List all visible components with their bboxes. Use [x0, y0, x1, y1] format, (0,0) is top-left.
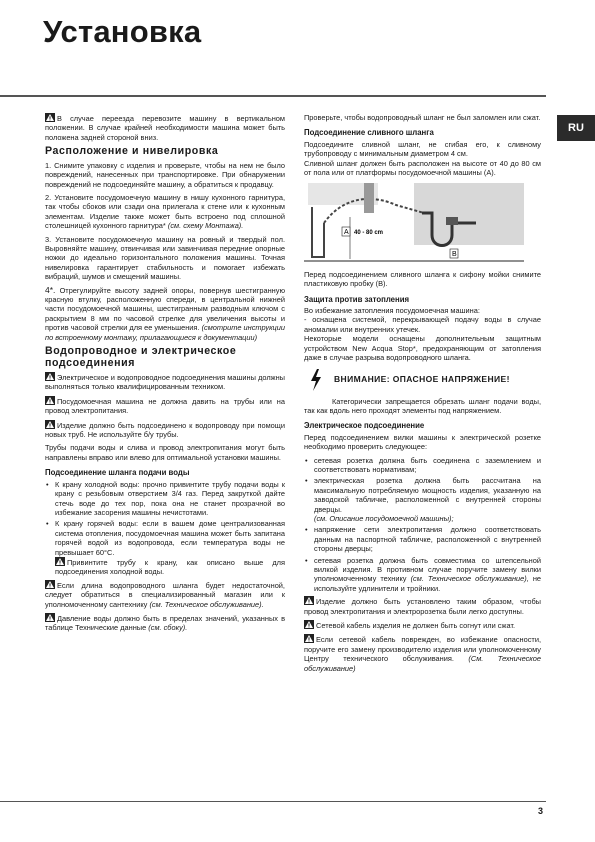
warning-triangle-icon: [55, 557, 65, 566]
heading-flood: Защита против затопления: [304, 294, 410, 304]
warning-triangle-icon: [45, 372, 55, 381]
list-item: • К крану холодной воды: прочно привинтите трубу подачи воды к крану с резьбовым отверстием 3/4 газ. Перед закруткой дайте стечь воде до тех пор, пока она не станет прозрачной во избежание засорения машины нечистотами.: [55, 480, 285, 518]
warning-triangle-icon: [304, 620, 314, 629]
label-b: B: [452, 251, 457, 259]
warning-3: Изделие должно быть подсоединено к водопроводу при помощи новых труб. Не используйте б/у трубы.: [45, 420, 285, 440]
list-item: • напряжение сети электропитания должно соответствовать данным на паспортной табличке, расположенной с внутренней стороны дверцы;: [314, 525, 541, 553]
siphon-paragraph: Перед подсоединением сливного шланга к сифону мойки снимите пластиковую пробку (В).: [304, 269, 541, 289]
list-item: • К крану горячей воды: если в вашем доме централизованная система отопления, посудомоечная машина может быть запитана горячей водой из водопровода, если температура воды не превышает 60°С. Привинтите трубу к крану, как описано выше для подсоединения холодной воды.: [55, 519, 285, 576]
warning-triangle-icon: [304, 634, 314, 643]
flood-paragraph-1: Во избежание затопления посудомоечная машина:: [304, 306, 480, 316]
warning-8: Если сетевой кабель поврежден, во избежание опасности, поручите его замену производителю изделия или уполномоченному Центру технического обслуживания. (См. Техническое обслуживание): [304, 635, 541, 673]
electric-intro: Перед подсоединением вилки машины к электрической розетке необходимо проверить следующее:: [304, 432, 541, 452]
list-item: • сетевая розетка должна быть совместима со штепсельной вилкой изделия. В противном случае поручите замену вилки уполномоченному технику (см. Техническое обслуживание), не используйте удлинители и тройники.: [314, 556, 541, 594]
warning-triangle-icon: [45, 420, 55, 429]
lightning-bolt-icon: [310, 369, 322, 391]
heading-drain: Подсоединение сливного шланга: [304, 128, 434, 138]
danger-title: ВНИМАНИЕ: ОПАСНОЕ НАПРЯЖЕНИЕ!: [334, 373, 510, 384]
language-badge: RU: [557, 115, 595, 141]
warning-triangle-icon: [45, 396, 55, 405]
label-a: A: [344, 229, 349, 237]
warning-6: Изделие должно быть установлено таким образом, чтобы провод электропитания и электророзетка были легко доступны.: [304, 597, 541, 616]
danger-notice: [304, 369, 541, 391]
check-paragraph: Проверьте, чтобы водопроводный шланг не был заломлен или сжат.: [304, 113, 541, 122]
drain-paragraph-1: Подсоедините сливной шланг, не сгибая его, к сливному трубопроводу с минимальным диаметром 4 см.: [304, 139, 541, 159]
heading-supply: Подсоединение шланга подачи воды: [45, 468, 190, 478]
page-number: 3: [538, 806, 544, 816]
warning-1: Электрическое и водопроводное подсоединения машины должны выполняться только квалифицированным техником.: [45, 373, 285, 392]
warning-triangle-icon: [304, 596, 314, 605]
heading-electric: Электрическое подсоединение: [304, 421, 425, 431]
step-2: 2. Установите посудомоечную машину в нишу кухонного гарнитура, так чтобы сбоков или сзади она прилегала к стене или к кухонным элементам. Изделие также может быть встроено под сплошной столешницей кухонного гарнитура* (см. схему Монтажа).: [45, 192, 285, 231]
drain-hose: [312, 207, 324, 257]
list-item: • сетевая розетка должна быть соединена с заземлением и соответствовать нормативам;: [314, 456, 541, 475]
pipes-paragraph: Трубы подачи воды и слива и провод электропитания могут быть направлены вправо или влево для оптимальной установки машины.: [45, 443, 285, 462]
warning-4: Если длина водопроводного шланга будет недостаточной, следует обратиться в специализированный магазин или к уполномоченному сантехнику (см. Техническое обслуживание).: [45, 580, 285, 609]
left-column: [45, 113, 285, 637]
supply-list: [45, 480, 285, 577]
flood-paragraph-2: - оснащена системой, перекрывающей подачу воды в случае аномалии или внутренних утечек.: [304, 315, 541, 334]
page-title: Установка: [43, 14, 202, 49]
list-item: • электрическая розетка должна быть рассчитана на максимальную потребляемую мощность изделия, указанную на заводской табличке, расположенной с внутренней стороны дверцы. (см. Описание посудомоечной машины);: [314, 476, 541, 523]
danger-paragraph: Категорически запрещается обрезать шланг подачи воды, так как вдоль него проходят элементы под напряжением.: [304, 396, 541, 415]
step-3: 3. Установите посудомоечную машину на ровный и твердый пол. Выровняйте машину, отвинчивая или завинчивая передние опорные ножки до идеально горизонтального положения машины. Точная нивелировка гарантирует стабильность и помогает избежать вибраций, шумов и смещений машины.: [45, 234, 285, 282]
bottom-rule: [0, 801, 546, 802]
heading-location: Расположение и нивелировка: [45, 145, 219, 158]
label-measure: 40 - 80 cm: [354, 230, 384, 237]
title-rule: [0, 95, 546, 97]
electric-list: [304, 456, 541, 594]
step-1: 1. Снимите упаковку с изделия и проверьте, чтобы на нем не было повреждений, нанесенных при транспортировке. При обнаружении повреждений не подсоединяйте машину, а обратиться к продавцу.: [45, 160, 285, 189]
warning-5: Давление воды должно быть в пределах значений, указанных в таблице Технические данные (см. сбоку).: [45, 613, 285, 633]
right-column: [304, 113, 541, 677]
intro-paragraph: В случае переезда перевозите машину в вертикальном положении. В случае крайней необходимости машина может быть положена задней стороной вниз.: [45, 114, 285, 142]
step-4: 4*. Отрегулируйте высоту задней опоры, повернув шестигранную красную втулку, расположенную спереди, в центральной нижней части посудомоечной машины, шестигранным разводным ключом с раскрытием 8 мм по часовой стрелке для увеличения высоты и против часовой стрелки для ее уменьшения. (смотрите инструкции по встроенному монтажу, прилагающиеся к документации): [45, 284, 285, 342]
drain-diagram: [304, 183, 524, 263]
flood-paragraph-3: Некоторые модели оснащены дополнительным защитным устройством New Acqua Stop*, предохраняющим от затопления даже в случае разрыва водопроводного шланга.: [304, 334, 541, 363]
warning-triangle-icon: [45, 613, 55, 622]
wall-pipe: [364, 183, 374, 213]
drain-paragraph-2: Сливной шланг должен быть расположен на высоте от 40 до 80 см от пола или от платформы посудомоечной машины (А).: [304, 158, 541, 178]
siphon-cap: [446, 217, 458, 225]
warning-triangle-icon: [45, 580, 55, 589]
warning-2: Посудомоечная машина не должна давить на трубы или на провод электропитания.: [45, 396, 285, 416]
warning-7: Сетевой кабель изделия не должен быть согнут или сжат.: [304, 620, 541, 630]
warning-triangle-icon: [45, 113, 55, 122]
heading-water-electric: Водопроводное и электрическое подсоединения: [45, 345, 237, 369]
